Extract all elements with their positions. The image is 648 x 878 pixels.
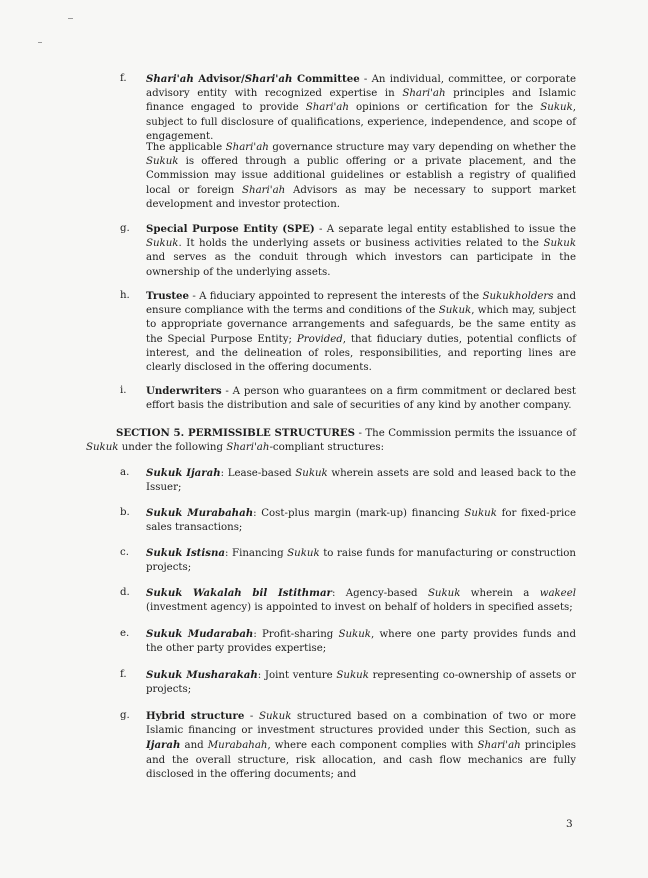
item-letter: c. (120, 547, 129, 558)
definition-shariah-advisor (146, 72, 576, 144)
text-run: Sukuk (258, 711, 292, 722)
text-run: : Financing (225, 548, 288, 559)
text-run: Special Purpose Entity (SPE) (146, 223, 315, 235)
text-run: , where one party provides funds and the other party provides expertise; (146, 629, 576, 655)
text-run: principles and the overall structure, risk allocation, and cash flow mechanics are fully disclosed in the offering documents; and (146, 740, 576, 780)
text-run: Sukukholders (482, 291, 554, 302)
text-run: and ensure compliance with the terms and conditions of the (146, 291, 577, 317)
structure-mudarabah (146, 627, 576, 656)
item-letter: f. (120, 73, 127, 84)
text-run: Sukuk (86, 442, 119, 454)
definition-spe (146, 222, 576, 280)
section-5-heading (86, 426, 576, 455)
text-run: under the following (118, 442, 227, 454)
text-run: (investment agency) is appointed to invest on behalf of holders in specified assets; (146, 602, 573, 614)
text-run: - An individual, committee, or corporate advisory entity with recognized expertise in (146, 74, 576, 100)
text-run: wherein a (460, 588, 540, 599)
text-run: Advisors as may be necessary to support market development and investor protection. (146, 184, 576, 210)
item-letter: d. (120, 587, 130, 598)
text-run: Sukuk (146, 156, 179, 168)
item-letter: a. (120, 467, 130, 478)
text-run: , where each component complies with (267, 740, 478, 752)
text-run: Sukuk (146, 238, 179, 250)
item-letter: b. (120, 507, 130, 518)
text-run: representing co-ownership of assets or projects; (146, 670, 577, 696)
text-run: governance structure may vary depending on whether the (268, 142, 576, 153)
text-run: Ijarah (146, 739, 181, 752)
item-letter: i. (120, 385, 127, 396)
text-run: Sukuk Ijarah (146, 467, 221, 479)
text-run: and serves as the conduit through which investors can participate in the ownership of the underlying assets. (146, 252, 576, 278)
text-run: Sukuk Wakalah bil Istithmar (146, 587, 332, 599)
text-run: . It holds the underlying assets or business activities related to the (178, 238, 544, 250)
definition-shariah-governance-note (146, 141, 576, 212)
text-run: structured based on a combination of two or more Islamic financing or investment structures provided under this Section, such as (146, 711, 576, 737)
scan-speck (38, 42, 42, 43)
text-run: wakeel (539, 588, 577, 599)
text-run: Sukuk (287, 548, 320, 559)
text-run: Provided (296, 333, 343, 345)
structure-ijarah (146, 466, 576, 495)
text-run: The applicable (146, 142, 226, 153)
text-run: , subject to full disclosure of qualifications, experience, independence, and scope of engagement. (146, 102, 576, 142)
text-run: Sukuk Musharakah (146, 669, 258, 681)
definition-trustee (146, 289, 576, 375)
text-run: Shari'ah (226, 442, 270, 454)
text-run: Shari'ah (402, 88, 446, 100)
text-run: Murabahah (207, 740, 268, 752)
text-run: - (244, 711, 259, 722)
text-run: -compliant structures: (269, 442, 385, 454)
text-run: : Cost-plus margin (mark-up) financing (253, 508, 465, 519)
text-run: Shari'ah (225, 142, 269, 153)
text-run: : Joint venture (257, 670, 337, 681)
text-run: Underwriters (146, 385, 222, 397)
text-run: Shari'ah (244, 73, 293, 85)
text-run: - The Commission permits the issuance of (354, 428, 577, 439)
item-letter: g. (120, 223, 130, 234)
text-run: - A separate legal entity established to issue the (314, 224, 577, 235)
text-run: wherein assets are sold and leased back to the Issuer; (146, 468, 577, 494)
text-run: SECTION 5. PERMISSIBLE STRUCTURES (116, 427, 355, 439)
item-letter: h. (120, 290, 130, 301)
text-run: Sukuk (338, 629, 371, 640)
text-run: to raise funds for manufacturing or construction projects; (146, 548, 576, 574)
text-run: Sukuk Mudarabah (146, 628, 254, 640)
text-run: Sukuk (295, 468, 328, 479)
text-run: for fixed-price sales transactions; (146, 508, 576, 534)
text-run: - A person who guarantees on a firm commitment or declared best effort basis the distribution and sale of securities of any kind by another company. (146, 386, 576, 412)
text-run: Advisor/ (193, 73, 245, 85)
scan-speck (68, 18, 73, 19)
text-run: principles and Islamic finance engaged to provide (146, 88, 576, 114)
text-run: and (180, 740, 208, 752)
text-run: Trustee (146, 290, 190, 302)
definition-underwriters (146, 384, 576, 413)
structure-wakalah (146, 586, 576, 615)
text-run: Sukuk Murabahah (146, 507, 254, 519)
page-number: 3 (566, 818, 573, 830)
text-run: is offered through a public offering or a private placement, and the Commission may issue additional guidelines or establish a registry of qualified local or foreign (146, 156, 576, 196)
text-run: Shari'ah (477, 740, 521, 752)
text-run: : Agency-based (331, 588, 428, 599)
text-run: , which may, subject to appropriate governance arrangements and safeguards, be the same entity as the Special Purpose Entity; (146, 305, 576, 345)
text-run: : Profit-sharing (253, 629, 339, 640)
text-run: Shari'ah (242, 184, 286, 196)
text-run: Sukuk (336, 670, 369, 681)
item-letter: g. (120, 710, 130, 721)
text-run: Sukuk (464, 508, 497, 519)
text-run: Sukuk Istisna (146, 547, 225, 559)
structure-musharakah (146, 668, 576, 697)
text-run: , that fiduciary duties, potential conflicts of interest, and the delineation of roles, responsibilities, and reporting lines are clearly disclosed in the offering documents. (146, 333, 576, 374)
text-run: : Lease-based (220, 468, 296, 479)
item-letter: f. (120, 669, 127, 680)
text-run: - A fiduciary appointed to represent the interests of the (189, 291, 483, 302)
structure-hybrid (146, 709, 576, 782)
text-run: opinions or certification for the (348, 102, 541, 114)
text-run: Shari'ah (146, 73, 194, 85)
structure-murabahah (146, 506, 576, 535)
text-run: Shari'ah (305, 102, 349, 114)
item-letter: e. (120, 628, 130, 639)
text-run: Hybrid structure (146, 710, 245, 722)
text-run: Sukuk (427, 588, 461, 599)
text-run: Sukuk (540, 102, 573, 114)
text-run: Sukuk (438, 305, 472, 317)
text-run: Sukuk (543, 238, 576, 250)
structure-istisna (146, 546, 576, 575)
text-run: Committee (292, 73, 360, 85)
